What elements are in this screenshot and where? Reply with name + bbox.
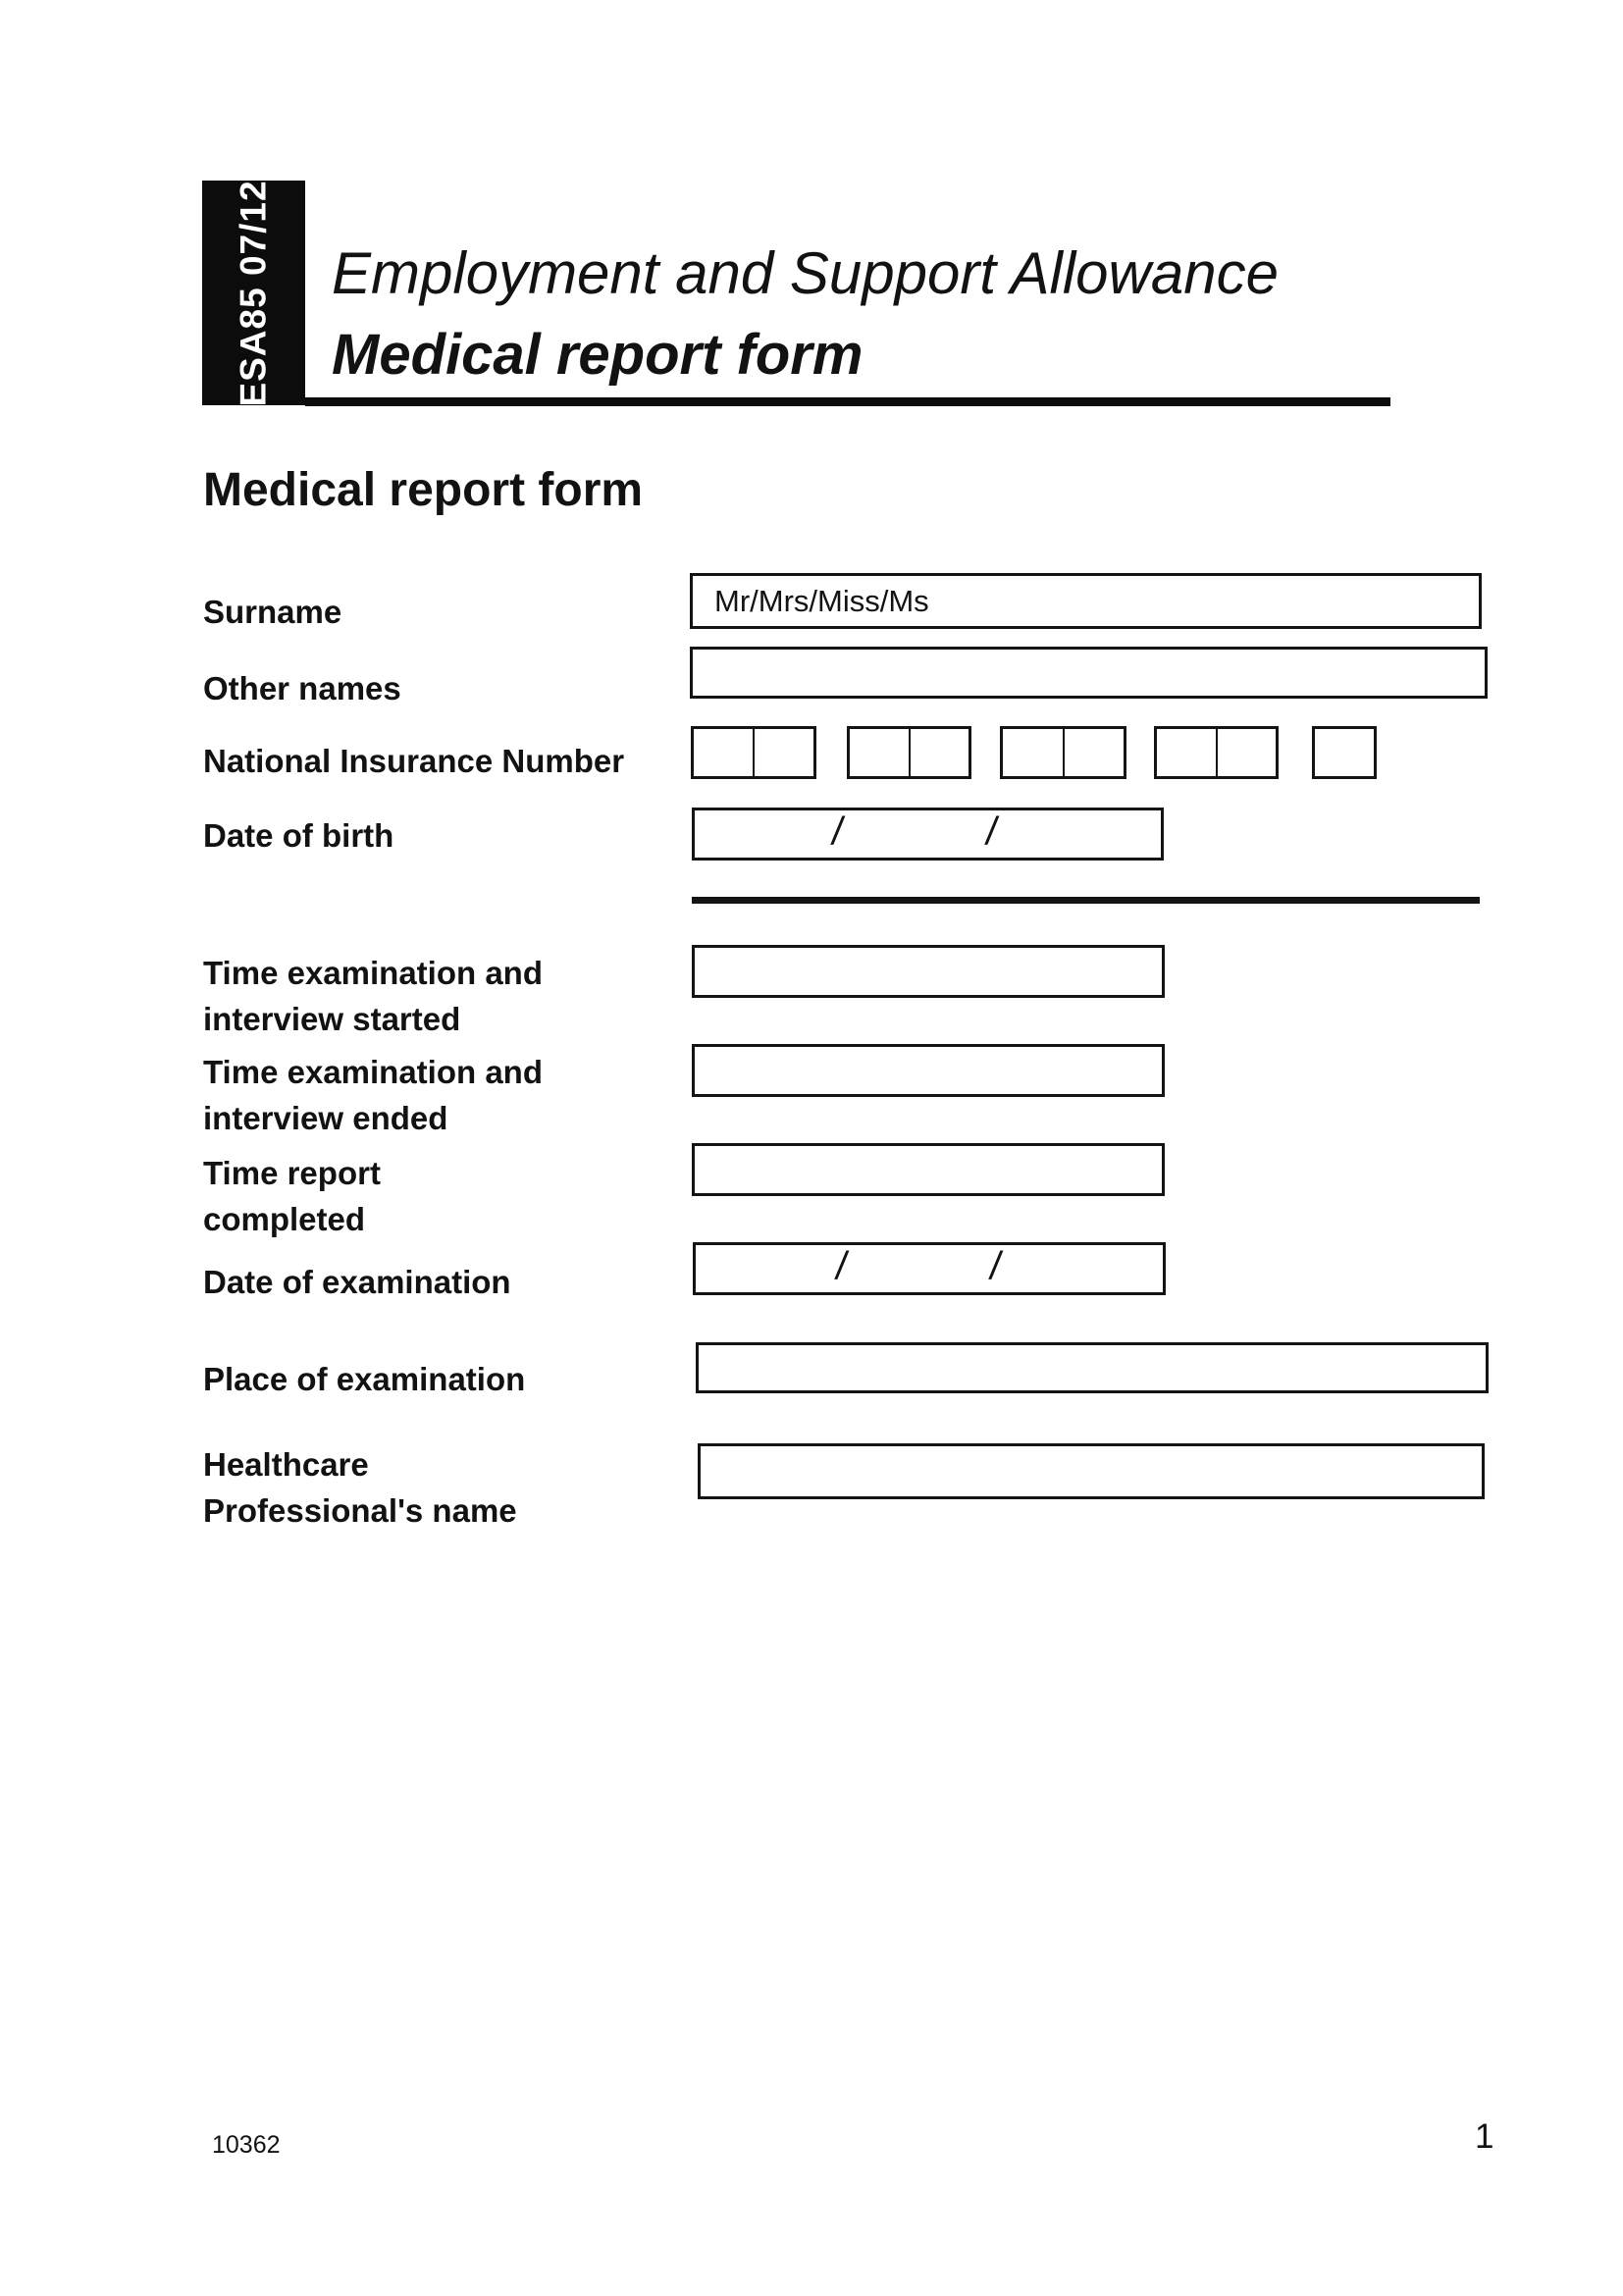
date-separator: /	[982, 809, 1001, 854]
form-subtitle: Medical report form	[332, 323, 864, 387]
national-insurance-number-label: National Insurance Number	[203, 743, 625, 779]
nino-cell[interactable]	[1063, 729, 1125, 776]
nino-cell[interactable]	[694, 729, 753, 776]
nino-cell[interactable]	[1216, 729, 1277, 776]
page-number: 1	[1475, 2117, 1494, 2156]
nino-cell[interactable]	[1315, 729, 1374, 776]
time-report-completed-field[interactable]	[692, 1143, 1165, 1196]
form-reference-code: ESA85 07/12	[233, 179, 274, 407]
time-exam-ended-label-line2: interview ended	[203, 1100, 448, 1136]
nino-cell[interactable]	[850, 729, 909, 776]
other-names-field[interactable]	[690, 647, 1488, 699]
date-of-birth-label: Date of birth	[203, 817, 394, 854]
time-exam-started-field[interactable]	[692, 945, 1165, 998]
other-names-label: Other names	[203, 670, 401, 706]
healthcare-professional-name-field[interactable]	[698, 1443, 1485, 1499]
time-exam-started-label	[203, 950, 543, 1042]
nino-cell-group-1[interactable]	[691, 726, 816, 779]
healthcare-professional-name-label-line1: Healthcare	[203, 1446, 369, 1483]
time-exam-started-label-line1: Time examination and	[203, 955, 543, 991]
nino-cell[interactable]	[1157, 729, 1216, 776]
date-separator: /	[986, 1244, 1005, 1288]
date-of-examination-label: Date of examination	[203, 1264, 511, 1300]
healthcare-professional-name-label	[203, 1441, 517, 1534]
form-reference-bar	[202, 181, 305, 405]
time-exam-ended-label-line1: Time examination and	[203, 1054, 543, 1090]
form-print-code: 10362	[212, 2131, 281, 2159]
nino-cell-group-2[interactable]	[847, 726, 971, 779]
time-report-completed-label	[203, 1150, 381, 1242]
place-of-examination-field[interactable]	[696, 1342, 1489, 1393]
surname-field-value: Mr/Mrs/Miss/Ms	[714, 583, 929, 618]
form-title: Employment and Support Allowance	[332, 240, 1279, 306]
section-title: Medical report form	[203, 464, 644, 516]
time-exam-started-label-line2: interview started	[203, 1001, 461, 1037]
place-of-examination-label: Place of examination	[203, 1361, 526, 1397]
nino-cell-group-3[interactable]	[1000, 726, 1126, 779]
nino-cell-group-4[interactable]	[1154, 726, 1279, 779]
date-of-birth-field[interactable]	[692, 808, 1164, 861]
nino-cell[interactable]	[1003, 729, 1063, 776]
time-exam-ended-label	[203, 1049, 543, 1141]
date-of-examination-field[interactable]	[693, 1242, 1166, 1295]
section-divider	[692, 897, 1480, 904]
date-separator: /	[832, 1244, 851, 1288]
nino-cell[interactable]	[909, 729, 969, 776]
surname-field[interactable]	[690, 573, 1482, 629]
time-report-completed-label-line1: Time report	[203, 1155, 381, 1191]
date-separator: /	[828, 809, 847, 854]
nino-cell[interactable]	[753, 729, 813, 776]
header-rule	[305, 397, 1390, 406]
time-report-completed-label-line2: completed	[203, 1201, 366, 1237]
surname-label: Surname	[203, 594, 342, 630]
nino-cell-group-5[interactable]	[1312, 726, 1377, 779]
time-exam-ended-field[interactable]	[692, 1044, 1165, 1097]
healthcare-professional-name-label-line2: Professional's name	[203, 1492, 517, 1529]
